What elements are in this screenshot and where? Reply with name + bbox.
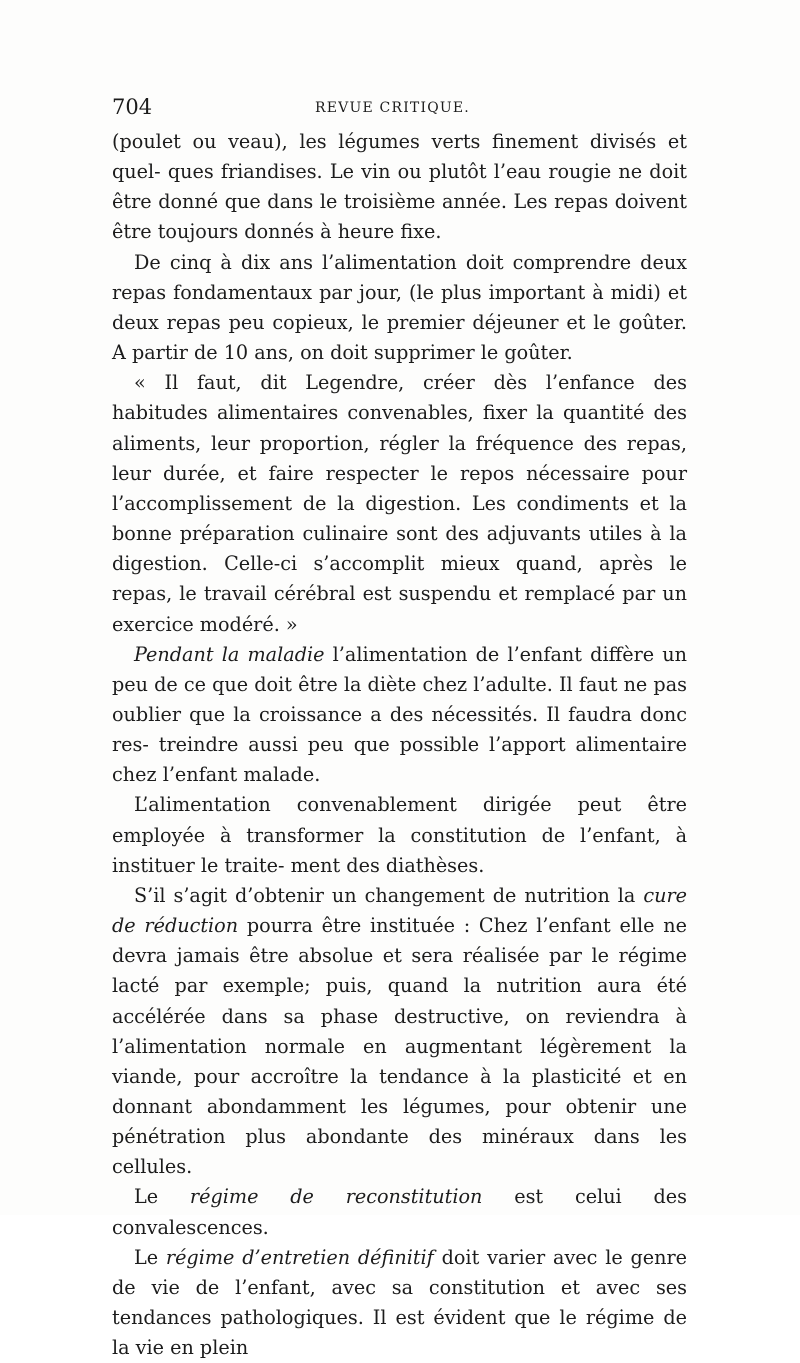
text-line: à transformer la constitution de l’enfant, à instituer le traite-	[112, 823, 688, 877]
paragraph-illness	[112, 640, 687, 791]
text-line: peu de ce que doit être la diète chez l’adulte. Il faut ne pas	[112, 672, 687, 696]
text-line: obtenir une pénétration plus abondante des minéraux dans	[112, 1095, 687, 1149]
text-line: doit varier avec le genre de	[112, 1245, 688, 1299]
text-line: sont des adjuvants utiles à la digestion. Celle-ci s’accomplit	[112, 522, 687, 576]
text-line: repas peu copieux, le premier déjeuner et le goûter. A partir	[112, 310, 687, 365]
text-line: jamais être absolue et sera réalisée par le régime lacté par	[112, 944, 687, 998]
text-line: et remplacé par un exercice modéré. »	[112, 582, 687, 636]
text-line: toujours donnés à heure fixe.	[157, 220, 442, 244]
text-line: de 10 ans, on doit supprimer le goûter.	[193, 341, 573, 365]
paragraph-reduction-cure	[112, 881, 687, 1183]
text-line: « Il faut, dit Legendre, créer dès l’enfance des habitudes	[112, 371, 687, 425]
text-line: alimentaires convenables, fixer la quantité des aliments, leur	[112, 401, 687, 455]
paragraph-maintenance	[112, 1243, 687, 1363]
text-line: exemple; puis, quand la nutrition aura été accélérée dans sa	[112, 974, 688, 1028]
text-line: respecter le repos nécessaire pour l’accomplissement de la	[112, 461, 687, 515]
italic-term: régime d’entretien définitif	[165, 1245, 434, 1269]
text-line: S’il s’agit d’obtenir un changement de nutrition la	[134, 883, 644, 907]
paragraph-continuation	[112, 127, 687, 248]
text-line: (poulet ou veau), les légumes verts finement divisés et quel-	[112, 130, 687, 184]
running-title: REVUE CRITIQUE.	[315, 100, 470, 116]
paragraph-constitution	[112, 790, 687, 880]
text-line: les cellules.	[112, 1125, 687, 1179]
text-line: ment des diathèses.	[290, 853, 485, 877]
paragraph-reconstitution	[112, 1182, 687, 1242]
paragraph-legendre-quote	[112, 368, 687, 639]
text-line: Le	[134, 1245, 166, 1269]
italic-term: réduction	[144, 914, 239, 938]
running-head	[112, 92, 687, 122]
text-line: treindre aussi peu que possible l’apport alimentaire chez	[112, 733, 687, 787]
text-line: proportion, régler la fréquence des repas, leur durée, et faire	[112, 431, 687, 485]
text-line: pathologiques. Il est évident que le régime de la vie en plein	[112, 1306, 687, 1360]
text-line: l’enfant malade.	[162, 763, 321, 787]
text-line: pourra être instituée : Chez l’enfant elle ne devra	[112, 914, 687, 968]
paragraph-age-five-to-ten	[112, 248, 687, 369]
italic-term: régime de reconstitution	[189, 1185, 483, 1209]
text-line: fondamentaux par jour, (le plus important à midi) et deux	[112, 280, 687, 334]
text-line: vie de l’enfant, avec sa constitution et avec ses tendances	[112, 1275, 687, 1330]
text-line: mieux quand, après le repas, le travail cérébral est suspendu	[112, 552, 687, 606]
text-line: augmentant légèrement la viande, pour accroître la tendance	[112, 1034, 687, 1088]
text-line: De cinq à dix ans l’alimentation doit comprendre deux repas	[112, 250, 687, 304]
text-line: à la plasticité et en donnant abondamment les légumes, pour	[112, 1064, 687, 1118]
text-line: l’alimentation de l’enfant diffère un	[324, 642, 687, 666]
italic-lead: Pendant la maladie	[134, 642, 325, 666]
text-line: ques friandises. Le vin ou plutôt l’eau rougie ne doit être	[112, 160, 687, 214]
body-text	[112, 127, 687, 1363]
text-line: est celui des convalescences.	[112, 1185, 687, 1239]
italic-term: cure de	[112, 883, 687, 938]
page-number: 704	[112, 95, 153, 119]
text-line: donné que dans le troisième année. Les repas doivent être	[112, 190, 687, 244]
text-line: digestion. Les condiments et la bonne préparation culinaire	[112, 491, 687, 546]
text-line: phase destructive, on reviendra à l’alimentation normale en	[112, 1004, 687, 1058]
text-line: L’alimentation convenablement dirigée peut être employée	[112, 793, 687, 847]
text-line: Le	[134, 1185, 190, 1209]
text-line: oublier que la croissance a des nécessités. Il faudra donc res-	[112, 702, 687, 757]
